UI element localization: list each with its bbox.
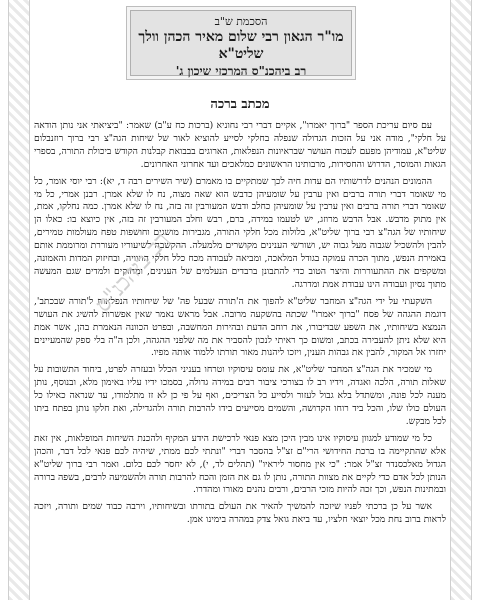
letter-title: מכתב ברכה [210, 97, 270, 112]
left-decorative-border [8, 0, 30, 600]
letter-body [34, 120, 446, 531]
approbation-header [126, 6, 356, 80]
paragraph: ההמונים הנהנים לדרשותיו הם עדות חיה לכך שמתקיים בו מאמרם (שיר השירים רבה ד, יא): רבי יוסי אומר, כל מי שאומר דברי תורה ברבים ואין ערבין על שומעיהן כדבש הוא שאה מצוה, נח לו שלא אמרן. רבנן אמרי, כל מי שאומר דברי תורה ברבים ואין ערבין על שומעיהן כחלב ודבש המעורבין זה בזה, נח לו שלא אמרן. כמה נחלקו, אמת, אין מתוק מדבש. אבל הדבש מרוזג, יש לטעמו במידה, ברם, רבש וחלב המעורבין זה בזה, אין כיוצא בו: כאלו הן שיחותיו של הגה"צ רבי ברוך שליט"א, בלולות מכל חלקי התורה, מגבירות מושגים וחושפות טפח מעולמות טמירים, להבין ולהשכיל שגבוה מעל גבוה יש, ושורשי הענינים מקושרים מלמעלה. ההקשבה לשיעוריו מעוררת ומרוממת אותם באמירת הנפש, מתוך הכרה עמוקה בגודל המלאכה, ומביאה לעבודה מכח כלל חלקי ההוויה, ובחיזוק המדות והאמונה, ומשקפים את ההתעוררות והיצר הטוב כדי להתבונן ברבדים הנעלמים של הענינים, ומחזקים ולמדים שגם המעשה מתוך נסיון ועבודה הינו עבודת אמת ומדרגה. [34, 175, 446, 290]
header-line-2: מו"ר הגאון רבי שלום מאיר הכהן וולך שליט"א [138, 28, 344, 63]
header-line-1: הסכמת ש"ב [214, 15, 268, 28]
paragraph: אשר על כן ברכתי לפניו שיזכה להמשיך להאיר את העולם בתורתו ובשיחותיו, וירבה כבוד שמים ותורה, ויזכה לראות ברוב נחת מכל יוצאי חלציו, עד ביאת גואל צדק במהרה בימינו אמן. [34, 501, 446, 526]
watermark: רב ביהכנ"ס [90, 227, 175, 318]
paragraph: השקעתי על ידי הגה"צ המחבר שליט"א להפוך את ה'תורה שבעל פה' של שיחותיו הנפלאות ל'תורה שבכתב', דוגמת ההגהה של פסח "ברוך יאמרו" שכתה בהשקעה מרובה. אבל מראש נאמר שאין אפשרות להשיג את העושר הנמצא בשיחותיו, את השפע שבדיבורו, את רוחב הדעת ובהירות המחשבה, ובפרט הכוונה הנאמרת בהן, אשר אמת היא שלא ניתן להעבירה בכתב, ומשום כך ראיתי לנכון להסביר את מה שלפני ההגהה, ולכן ה"ה בלי ספק שהמעיינים יחזרו אל המקור, להבין את גבהות הענין, ויזכו ליהנות מאור תורתו ללמוד אותה מפיו. [34, 295, 446, 359]
paragraph: כל מי שמודע למגוון עיסוקיו אינו מבין היכן מצא פנאי לרכישת הידע המקיף ולהכנת השיחות המופלאות, אין זאת אלא שהתקיימה בו ברכת החידושי הרי"ם זצ"ל בהסבר דברי "ונתתי לכם ממתי, שיהיה לכם פנאי לכל דבר, והכהן הגדול מאלכסנדר זצ"ל אמר: "כי אין מחסור ליראיו" (תהלים לד, י), לא יחסר לכם כלום. ואמר רבי ברוך שליט"א הנותן לכל אדם כדי לקיים את מצוות התורה, נותן לו גם את הזמן והכח להרבות תורה ולהשמיעה לרבים, בשפה ברורה ובמתינות הנפש, וכך זכה להיות מזכי הרבים, ורבים נהנים מאורו ומהדרו. [34, 432, 446, 496]
header-line-3: רב ביהכנ"ס המרכזי שיכון ג' [175, 63, 307, 78]
right-decorative-border [450, 0, 472, 600]
paragraph: עם סיום עריכת הספר "ברוך יאמרו", אקיים דברי רבי נחוניא (ברכות כח ע"ב) שאמר: "ביציאתי אני נותן הודאה על חלקי", מודה אני על הזכות הגדולה שנפלה בחלקי לסייע להוציא לאור של שיחות הגה"צ רבי ברוך רוזנבלום שליט"א, עמודיהן מפעם לעכוח העושר שבראיונות הנפלאות, הארוגים בבבואת קבלנות הקודש ביכולת התורה, בספרי הגאות והמוסר, הדרוש והחסידות, מרבותינו הראשונים כמלאכים ועד אחרוני האחרונים. [34, 120, 446, 170]
paragraph: מי שמכיר את הגה"צ המחבר שליט"א, את עומס עיסוקיו וטרחו בעניני הכלל ובעזרה לפרט, ביחוד התשובות על שאלות תורה, הלכה ואגדה, וידיו רב לו בצורכי ציבור רבים במידה גדולה, בסמכו ידיו עליו באימון מלא, ובנוסף, נותן מענה לכל פונה, ומשתדל בלא גבול לעזור ולסייע כל הצריכים, ואף על פי כן לא זז מתלמודו, עד שנראה כאילו כל העולם כולו שלו, והכל ביד רוחו הקדושה, והשמים מסייעים בידו להרבות תורה ולהגדילה, ואת חלקו נותן בפתח ביתו לכל מבקש. [34, 364, 446, 427]
